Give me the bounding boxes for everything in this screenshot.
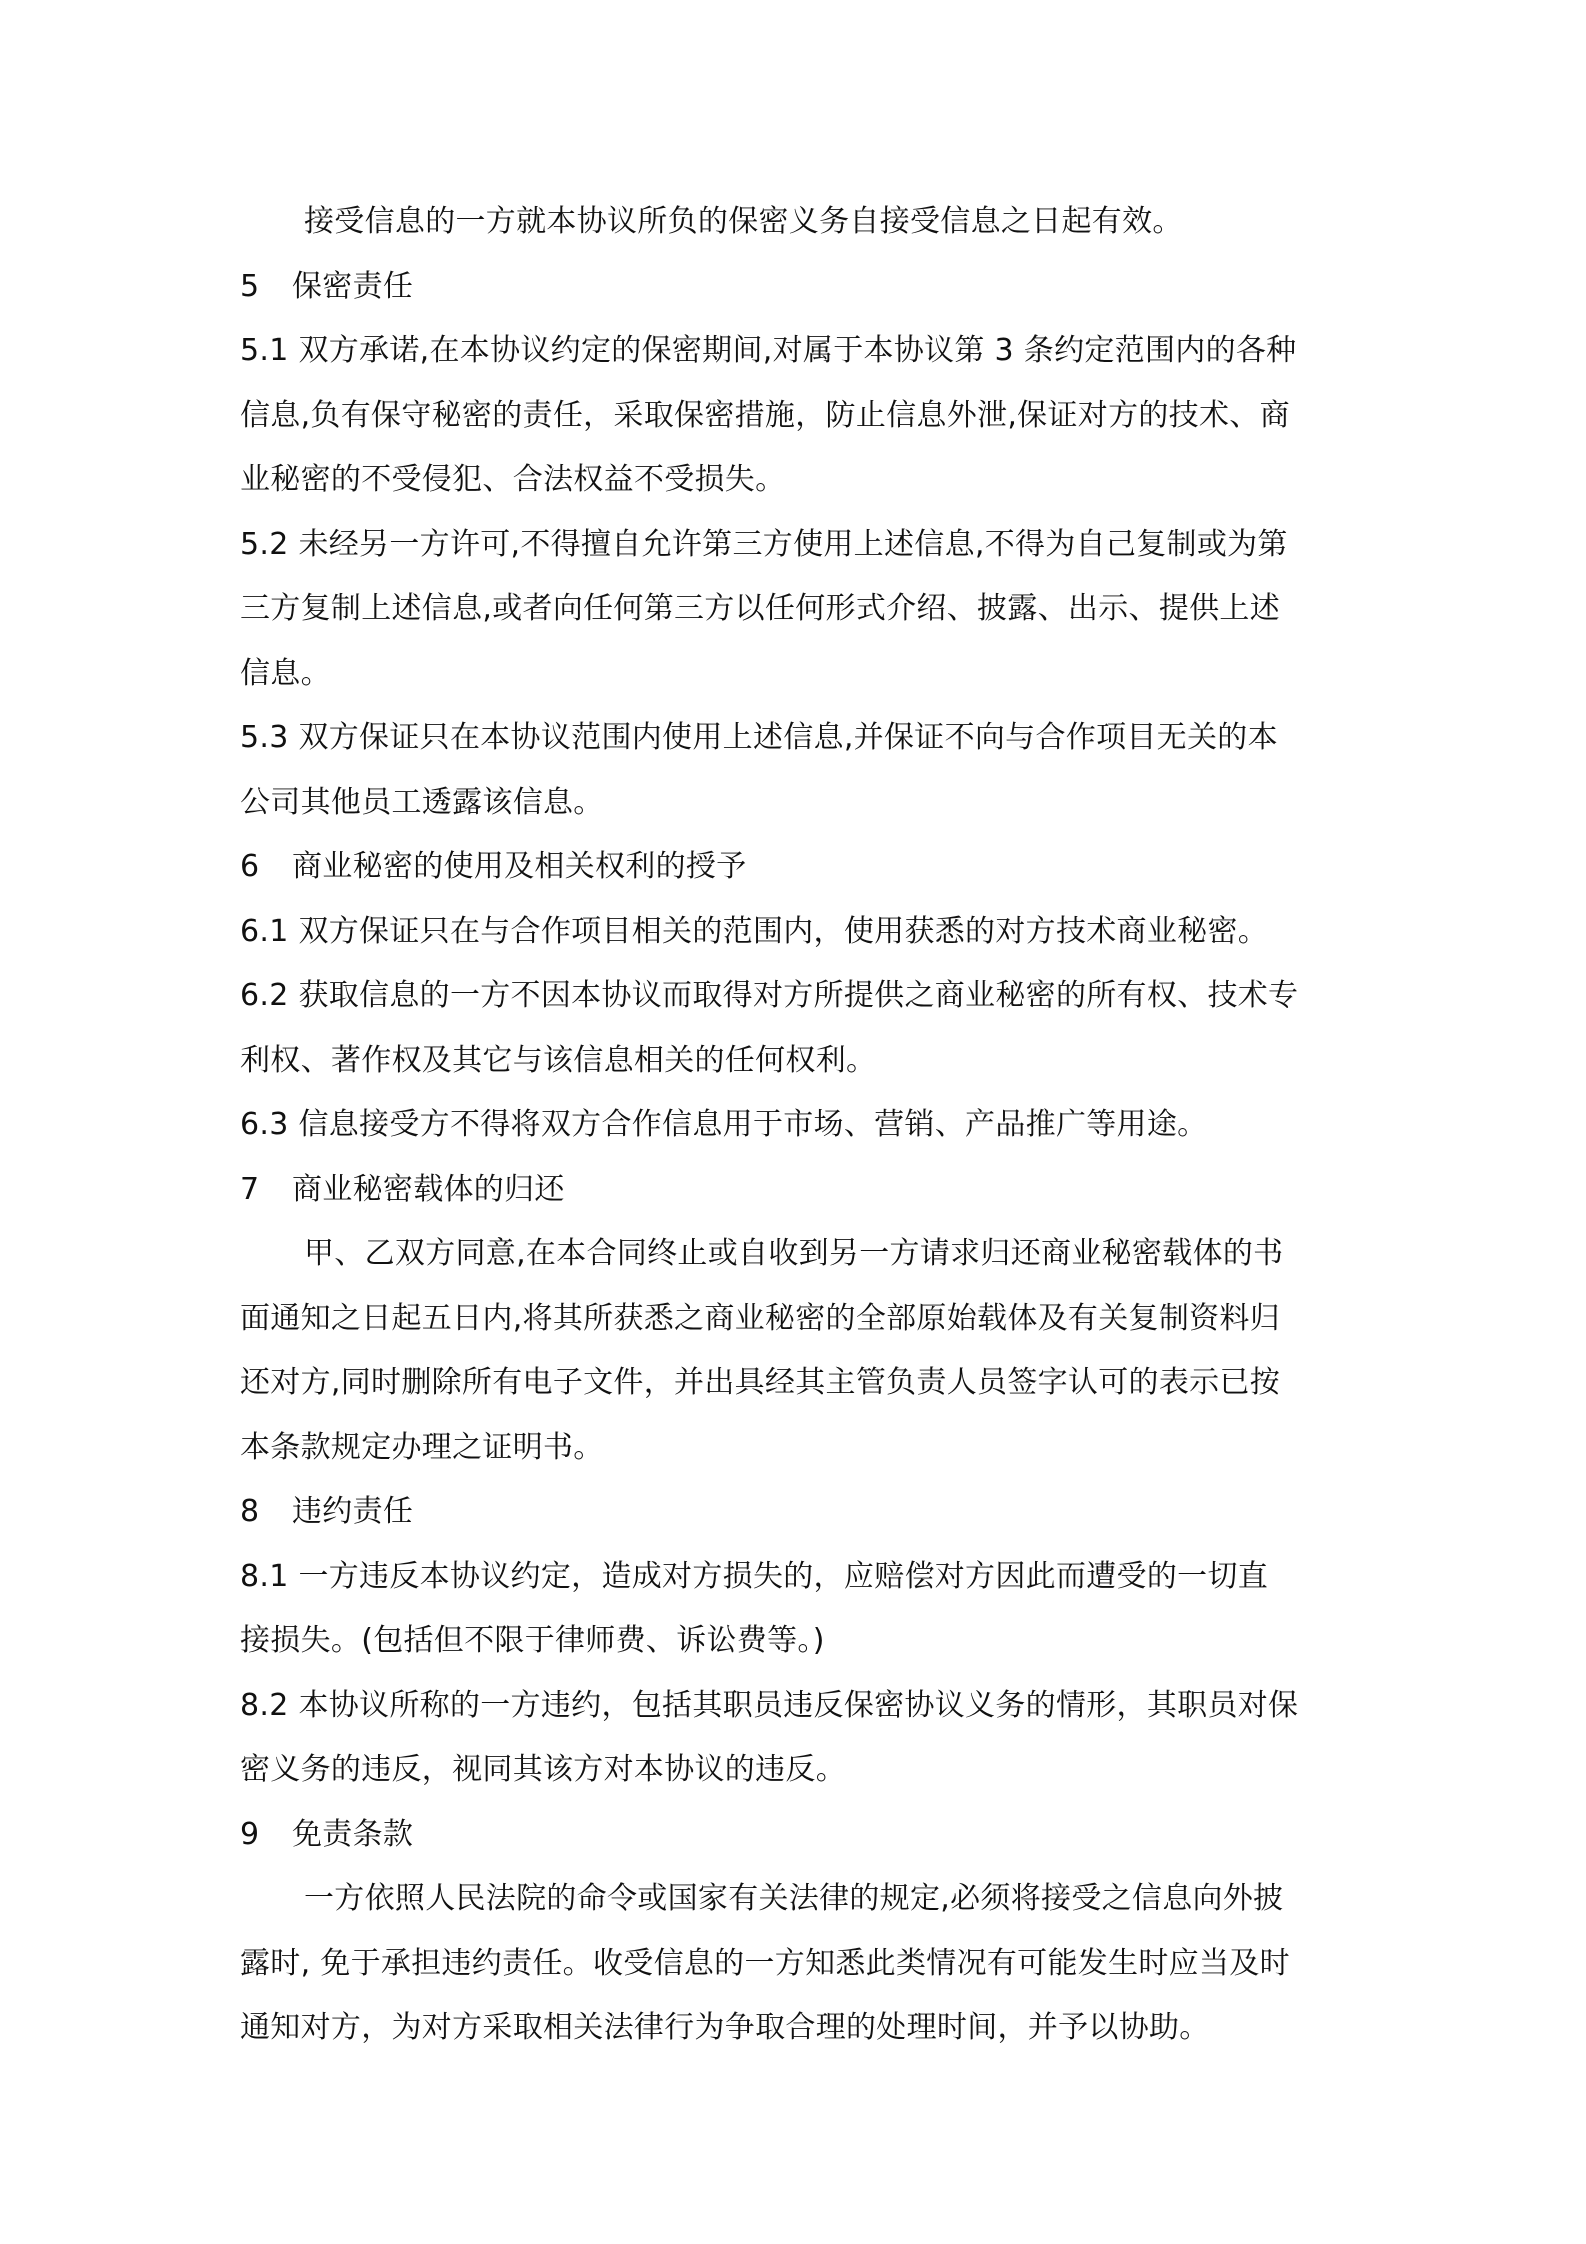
clause-line: 5.3 双方保证只在本协议范围内使用上述信息,并保证不向与合作项目无关的本 — [240, 720, 1278, 755]
section-title: 商业秘密载体的归还 — [292, 1171, 565, 1207]
paragraph-line: 一方依照人民法院的命令或国家有关法律的规定,必须将接受之信息向外披 — [304, 1881, 1284, 1916]
section-5-heading — [240, 255, 1355, 320]
section-number: 7 — [240, 1171, 260, 1207]
section-title: 商业秘密的使用及相关权利的授予 — [292, 849, 747, 884]
paragraph-line: 还对方,同时删除所有电子文件，并出具经其主管负责人员签字认可的表示已按 — [240, 1365, 1281, 1400]
section-number: 9 — [240, 1816, 260, 1852]
section-number: 5 — [240, 268, 260, 304]
clause-line: 利权、著作权及其它与该信息相关的任何权利。 — [240, 1042, 877, 1078]
clause-line: 三方复制上述信息,或者向任何第三方以任何形式介绍、披露、出示、提供上述 — [240, 591, 1281, 626]
intro-paragraph: 接受信息的一方就本协议所负的保密义务自接受信息之日起有效。 — [304, 204, 1183, 239]
clause-line: 8.2 本协议所称的一方违约，包括其职员违反保密协议义务的情形，其职员对保 — [240, 1687, 1299, 1723]
clause-5-1 — [240, 319, 1355, 513]
clause-line: 5.2 未经另一方许可,不得擅自允许第三方使用上述信息,不得为自己复制或为第 — [240, 526, 1288, 562]
section-7-paragraph — [240, 1222, 1355, 1480]
section-6-heading — [240, 835, 1355, 900]
section-9-paragraph — [240, 1867, 1355, 2061]
section-number: 8 — [240, 1494, 260, 1529]
document-body — [240, 190, 1355, 2061]
section-7-heading — [240, 1158, 1355, 1223]
clause-line: 业秘密的不受侵犯、合法权益不受损失。 — [240, 462, 786, 497]
clause-line: 6.2 获取信息的一方不因本协议而取得对方所提供之商业秘密的所有权、技术专 — [240, 978, 1299, 1013]
section-title: 违约责任 — [292, 1494, 414, 1529]
clause-line: 公司其他员工透露该信息。 — [240, 784, 604, 820]
paragraph-line: 露时, 免于承担违约责任。收受信息的一方知悉此类情况有可能发生时应当及时 — [240, 1945, 1290, 1981]
clause-line: 8.1 一方违反本协议约定，造成对方损失的，应赔偿对方因此而遭受的一切直 — [240, 1558, 1269, 1594]
section-title: 免责条款 — [292, 1816, 414, 1852]
clause-line: 信息。 — [240, 655, 331, 691]
clause-line: 信息,负有保守秘密的责任，采取保密措施，防止信息外泄,保证对方的技术、商 — [240, 397, 1290, 433]
clause-line: 6.3 信息接受方不得将双方合作信息用于市场、营销、产品推广等用途。 — [240, 1107, 1208, 1142]
clause-5-2 — [240, 513, 1355, 707]
paragraph-line: 通知对方，为对方采取相关法律行为争取合理的处理时间，并予以协助。 — [240, 2010, 1210, 2045]
clause-line: 密义务的违反，视同其该方对本协议的违反。 — [240, 1752, 846, 1787]
clause-8-1 — [240, 1545, 1355, 1674]
clause-6-1 — [240, 900, 1355, 965]
clause-line: 接损失。(包括但不限于律师费、诉讼费等。) — [240, 1623, 825, 1658]
clause-line: 5.1 双方承诺,在本协议约定的保密期间,对属于本协议第 3 条约定范围内的各种 — [240, 333, 1297, 368]
clause-5-3 — [240, 706, 1355, 835]
section-number: 6 — [240, 849, 260, 884]
paragraph-line: 本条款规定办理之证明书。 — [240, 1429, 604, 1465]
section-title: 保密责任 — [292, 268, 414, 304]
paragraph-line: 甲、乙双方同意,在本合同终止或自收到另一方请求归还商业秘密载体的书 — [304, 1236, 1284, 1271]
paragraph-line: 面通知之日起五日内,将其所获悉之商业秘密的全部原始载体及有关复制资料归 — [240, 1300, 1281, 1336]
section-8-heading — [240, 1480, 1355, 1545]
clause-8-2 — [240, 1674, 1355, 1803]
clause-6-3 — [240, 1093, 1355, 1158]
section-9-heading — [240, 1803, 1355, 1868]
clause-line: 6.1 双方保证只在与合作项目相关的范围内，使用获悉的对方技术商业秘密。 — [240, 913, 1269, 949]
clause-6-2 — [240, 964, 1355, 1093]
